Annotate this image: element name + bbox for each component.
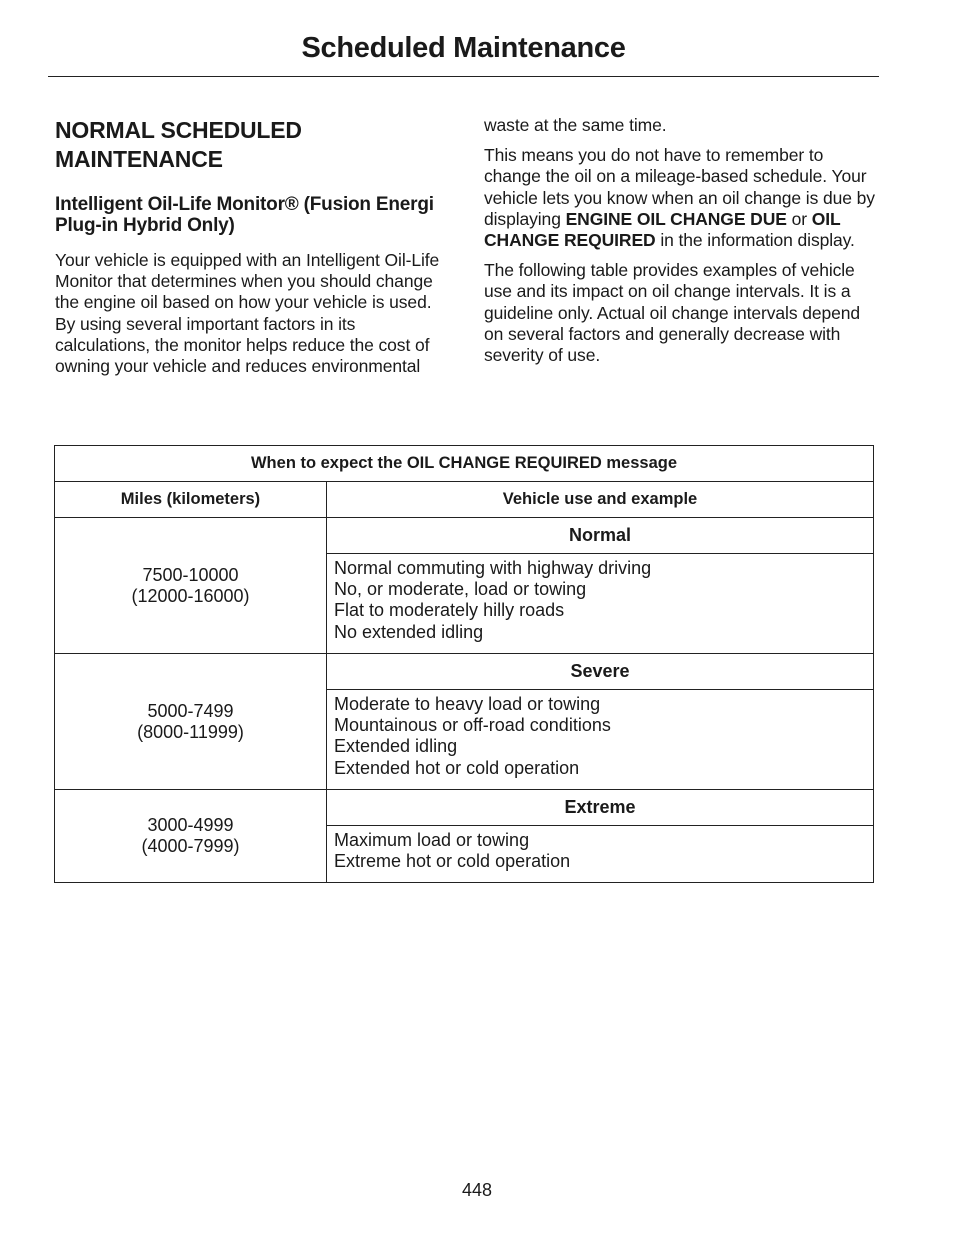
category-header: Severe	[327, 654, 874, 690]
example-item: No, or moderate, load or towing	[334, 579, 587, 600]
example-item: Mountainous or off-road conditions	[334, 715, 611, 736]
table-row	[55, 518, 874, 554]
kilometers-value: (8000-11999)	[137, 721, 244, 742]
example-item: Extended hot or cold operation	[334, 757, 580, 778]
table-row	[55, 654, 874, 690]
oil-change-table	[54, 445, 874, 883]
category-header: Normal	[327, 518, 874, 554]
example-item: Moderate to heavy load or towing	[334, 694, 601, 714]
table-row	[55, 790, 874, 826]
table-intro-paragraph: The following table provides examples of vehicle use and its impact on oil change intervals. It is a guideline only. Actual oil change intervals depend on several factors and generally decrease with severity of use.	[484, 260, 861, 366]
oil-change-required-message: OIL CHANGE REQUIRED	[484, 208, 841, 251]
table-title: When to expect the OIL CHANGE REQUIRED message	[55, 446, 874, 482]
examples-cell	[327, 690, 874, 790]
miles-value: 7500-10000	[142, 564, 239, 585]
miles-value: 5000-7499	[147, 700, 234, 721]
column-header-vehicle-use: Vehicle use and example	[327, 482, 874, 518]
examples-cell	[327, 826, 874, 883]
paragraph-text: This means you do not have to remember to change the oil on a mileage-based schedule. Your vehicle lets you know when an oil change is due by displaying	[484, 145, 875, 229]
section-subheading: Intelligent Oil-Life Monitor® (Fusion Energi Plug-in Hybrid Only)	[55, 194, 434, 236]
miles-cell	[55, 518, 327, 654]
examples-cell	[327, 554, 874, 654]
paragraph-text: in the information display.	[655, 230, 855, 251]
example-item: Flat to moderately hilly roads	[334, 600, 565, 621]
paragraph-text: or	[786, 208, 812, 229]
right-column	[484, 115, 879, 366]
page-title: Scheduled Maintenance	[301, 32, 626, 64]
engine-oil-change-due-message: ENGINE OIL CHANGE DUE	[565, 208, 787, 229]
page-header	[48, 28, 879, 77]
page-number: 448	[461, 1180, 493, 1200]
section-heading: NORMAL SCHEDULED MAINTENANCE	[55, 117, 302, 172]
continuation-text: waste at the same time.	[484, 115, 667, 135]
miles-value: 3000-4999	[147, 815, 234, 835]
column-header-miles: Miles (kilometers)	[55, 482, 327, 518]
kilometers-value: (4000-7999)	[141, 836, 240, 856]
example-item: Maximum load or towing	[334, 830, 530, 850]
example-item: Extended idling	[334, 736, 458, 757]
category-header: Extreme	[327, 790, 874, 826]
miles-cell	[55, 790, 327, 883]
example-item: Extreme hot or cold operation	[334, 851, 571, 872]
intro-paragraph: Your vehicle is equipped with an Intelligent Oil-Life Monitor that determines when you should change the engine oil based on how your vehicle is used. By using several important factors in its calculations, the monitor helps reduce the cost of owning your vehicle and reduces environmental	[55, 250, 440, 377]
example-item: No extended idling	[334, 621, 484, 642]
miles-cell	[55, 654, 327, 790]
kilometers-value: (12000-16000)	[131, 585, 250, 606]
oil-change-paragraph	[484, 145, 879, 251]
left-column	[55, 112, 450, 377]
example-item: Normal commuting with highway driving	[334, 558, 652, 578]
